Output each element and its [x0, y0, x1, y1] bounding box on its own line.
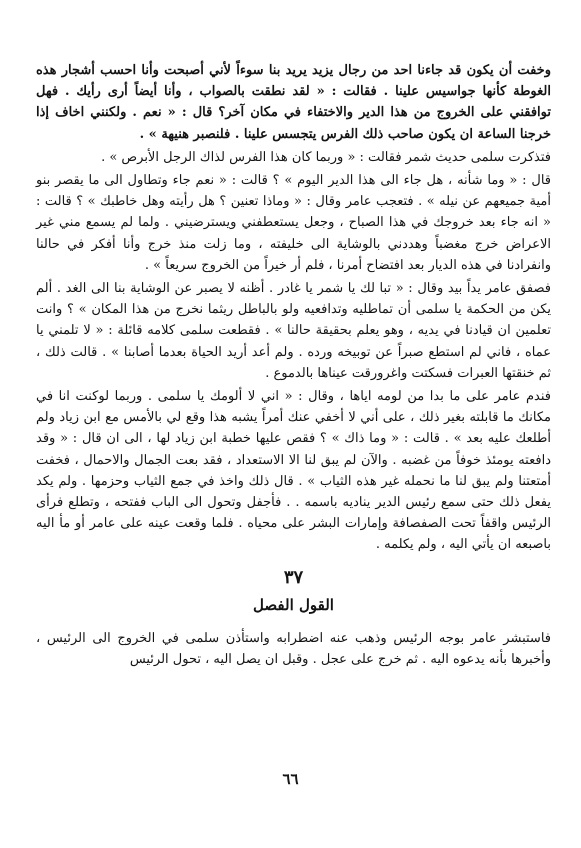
page-number: ٦٦: [282, 770, 299, 788]
paragraph-6: فاستبشر عامر بوجه الرئيس وذهب عنه اضطرابه واستأذن سلمى في الخروج الى الرئيس ، وأخبرها بأنه يدعوه اليه . ثم خرج على عجل . وقبل ان يصل اليه ، تحول الرئيس: [36, 630, 551, 667]
paragraph-2: فتذكرت سلمى حديث شمر فقالت : « وربما كان هذا الفرس لذاك الرجل الأبرص » .: [101, 149, 551, 165]
chapter-title: القول الفصل: [253, 595, 334, 614]
chapter-number: ٣٧: [283, 566, 304, 588]
body-text-top: [36, 60, 551, 556]
paragraph-1: وخفت أن يكون قد جاءنا احد من رجال يزيد يريد بنا سوءاً لأني أصبحت وأنا احسب أشجار هذه الغوطة كأنها جواسيس علينا . فقالت : « لقد نطقت بالصواب ، وأنا أيضاً أرى رأيك . فهل توافقني على الخروج من هذا الدير والاختفاء في مكان آخر؟ قال : « نعم . ولكنني اخاف إذا خرجنا الساعة ان يكون صاحب ذلك الفرس يتجسس علينا . فلنصبر هنيهة » .: [36, 63, 551, 142]
paragraph-5: فندم عامر على ما بدا من لومه اياها ، وقال : « اني لا ألومك يا سلمى . وربما لوكنت انا في مكانك ما قابلته بغير ذلك ، على أني لا أخفي عنك أمراً يشبه هذا وقع لي بالأمس مع ابن زياد ولم أطلعك عليه بعد » . قالت : « وما ذاك » ؟ فقص عليها خطبة ابن زياد لها ، الى ان قال : « وقد دافعته يومئذ خوفاً من غضبه . والآن لم يبق لنا الا الاستعداد ، فقد بعت الجمال والاحمال ، فخفت أمتعتنا ولم يبق لنا ما نحمله غير هذه الثياب » . قال ذلك واخذ في جمع الثياب وحزمها . ولم يكد يفعل ذلك حتى سمع رئيس الدير يناديه باسمه . . فأجفل وتحول الى الباب ففتحه ، وتطلع فرأى الرئيس واقفاً تحت الصفصافة وإمارات البشر على محياه . فلما وقعت عينه على عامر أو مأ اليه باصبعه ان يأتي اليه ، ولم يكلمه .: [36, 389, 551, 553]
body-text-bottom: [36, 628, 551, 670]
paragraph-4: فصفق عامر يداً بيد وقال : « تبا لك يا شمر يا غادر . أظنه لا يصبر عن الوشاية بنا الى الغد . ألم يكن من الحكمة يا سلمى أن تماطليه وتدافعيه ولو بالباطل ريثما نخرج من هذا المكان » ؟ وانت تعلمين ان قيادنا في يديه ، وهو يعلم بحقيقة حالنا » . فقطعت سلمى كلامه قائلة : « لا تلمني يا عماه ، فاني لم استطع صبراً عن توبيخه ورده . ولم أعد أريد الحياة بعدما أصابنا » . قالت ذلك ، ثم خنقتها العبرات فسكتت واغرورقت عيناها بالدموع .: [36, 281, 551, 381]
paragraph-3: قال : « وما شأنه ، هل جاء الى هذا الدير اليوم » ؟ قالت : « نعم جاء وتطاول الى ما يقصر بنو أمية جميعهم عن نيله » . فتعجب عامر وقال : « وماذا تعنين ؟ هل رأيته وهل خاطبك » ؟ قالت : « انه جاء بعد خروجك في هذا الصباح ، وجعل يستعطفني ويسترضيني . ولما لم يسمع مني غير الاعراض خرج مغضباً وهددني بالوشاية الى خليفته ، وما زلت منذ خرج وأنا أفكر في حالنا وانفرادنا في هذه الديار بعد افتضاح أمرنا ، فلم أر خيراً من الخروج سريعاً » .: [36, 173, 551, 273]
